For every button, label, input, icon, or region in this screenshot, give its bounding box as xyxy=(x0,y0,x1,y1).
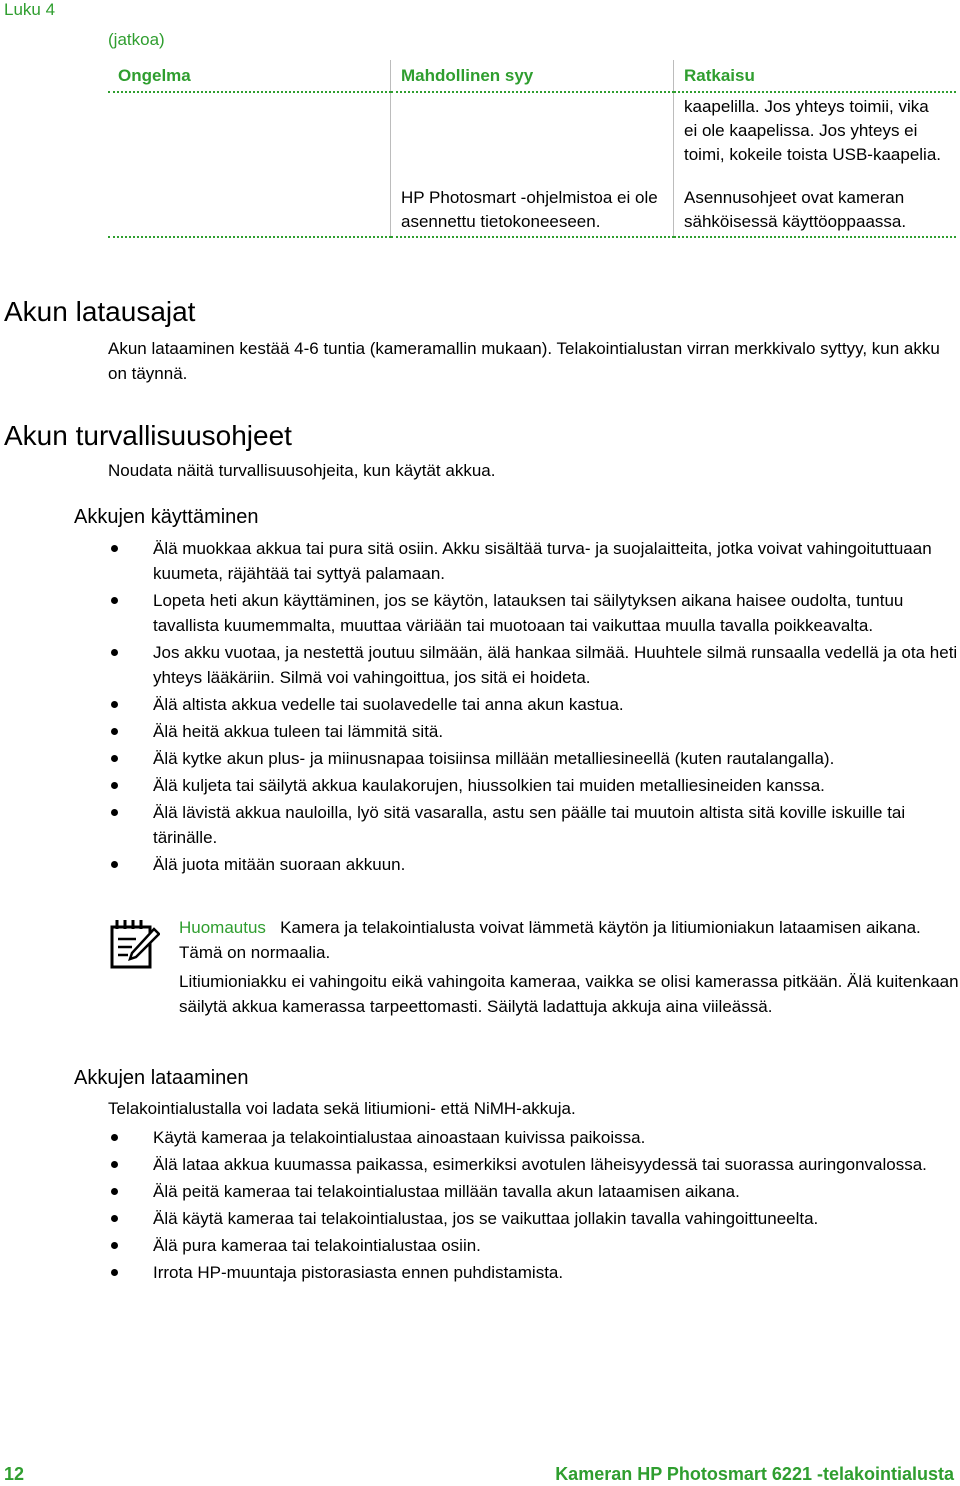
list-item: Käytä kameraa ja telakointialustaa ainoastaan kuivissa paikoissa. xyxy=(108,1125,958,1150)
list-item: Älä käytä kameraa tai telakointialustaa, jos se vaikuttaa jollakin tavalla vahingoittuneelta. xyxy=(108,1206,958,1231)
table-cell xyxy=(391,92,674,177)
table-row xyxy=(108,177,956,237)
note-paragraph-1 xyxy=(179,915,959,965)
list-item: Älä muokkaa akkua tai pura sitä osiin. Akku sisältää turva- ja suojalaitteita, jotka voivat vahingoituttuaan kuumeta, räjähtää tai syttyä palamaan. xyxy=(108,536,958,586)
troubleshooting-table xyxy=(108,60,956,238)
column-header-problem: Ongelma xyxy=(108,60,391,92)
note-label: Huomautus xyxy=(179,918,266,937)
battery-charging-list xyxy=(108,1125,958,1287)
table-cell: Asennusohjeet ovat kameran sähköisessä käyttöoppaassa. xyxy=(674,177,957,237)
table-cell: kaapelilla. Jos yhteys toimii, vika ei ole kaapelissa. Jos yhteys ei toimi, kokeile toista USB-kaapelia. xyxy=(674,92,957,177)
list-item: Älä peitä kameraa tai telakointialustaa millään tavalla akun lataamisen aikana. xyxy=(108,1179,958,1204)
column-header-cause: Mahdollinen syy xyxy=(391,60,674,92)
continued-label: (jatkoa) xyxy=(108,30,165,49)
chapter-label: Luku 4 xyxy=(4,0,56,19)
battery-charging-heading: Akkujen lataaminen xyxy=(74,1067,249,1089)
list-item: Irrota HP-muuntaja pistorasiasta ennen puhdistamista. xyxy=(108,1260,958,1285)
safety-heading: Akun turvallisuusohjeet xyxy=(4,420,292,451)
table-cell xyxy=(108,177,391,237)
column-header-solution: Ratkaisu xyxy=(674,60,957,92)
list-item: Älä heitä akkua tuleen tai lämmitä sitä. xyxy=(108,719,958,744)
note-text-2: Litiumioniakku ei vahingoitu eikä vahingoita kameraa, vaikka se olisi kamerassa pitkään. Älä kuitenkaan säilytä akkua kamerassa tarpeettomasti. Säilytä ladattuja akkuja aina viileässä. xyxy=(179,972,959,1016)
list-item: Älä kytke akun plus- ja miinusnapaa toisiinsa millään metalliesineellä (kuten rautalangalla). xyxy=(108,746,958,771)
table-row xyxy=(108,92,956,177)
table-header-row xyxy=(108,60,956,92)
charging-times-text: Akun lataaminen kestää 4-6 tuntia (kameramallin mukaan). Telakointialustan virran merkkivalo syttyy, kun akku on täynnä. xyxy=(108,339,940,383)
note-text-1: Kamera ja telakointialusta voivat lämmetä käytön ja litiumioniakun lataamisen aikana. Tämä on normaalia. xyxy=(179,918,921,962)
list-item: Lopeta heti akun käyttäminen, jos se käytön, latauksen tai säilytyksen aikana haisee oudolta, tuntuu tavallista kuumemmalta, muuttaa väriään tai muotoaan tai vaikuttaa muulla tavalla poikkeavalta. xyxy=(108,588,958,638)
list-item: Jos akku vuotaa, ja nestettä joutuu silmään, älä hankaa silmää. Huuhtele silmä runsaalla vedellä ja ota heti yhteys lääkäriin. Silmä voi vahingoittua, jos sitä ei hoideta. xyxy=(108,640,958,690)
note-content xyxy=(179,915,959,1019)
list-item: Älä juota mitään suoraan akkuun. xyxy=(108,852,958,877)
page-number: 12 xyxy=(4,1464,25,1484)
list-item: Älä altista akkua vedelle tai suolavedelle tai anna akun kastua. xyxy=(108,692,958,717)
note-pencil-icon xyxy=(108,917,160,969)
battery-charging-intro: Telakointialustalla voi ladata sekä litiumioni- että NiMH-akkuja. xyxy=(108,1099,576,1118)
table-cell: HP Photosmart -ohjelmistoa ei ole asennettu tietokoneeseen. xyxy=(391,177,674,237)
list-item: Älä lävistä akkua nauloilla, lyö sitä vasaralla, astu sen päälle tai muutoin altista sitä koville iskuille tai tärinälle. xyxy=(108,800,958,850)
list-item: Älä pura kameraa tai telakointialustaa osiin. xyxy=(108,1233,958,1258)
battery-usage-list xyxy=(108,536,958,879)
charging-times-heading: Akun latausajat xyxy=(4,296,196,327)
table-cell xyxy=(108,92,391,177)
list-item: Älä lataa akkua kuumassa paikassa, esimerkiksi avotulen läheisyydessä tai suorassa auringonvalossa. xyxy=(108,1152,958,1177)
footer-title: Kameran HP Photosmart 6221 -telakointialusta xyxy=(555,1464,954,1484)
safety-intro: Noudata näitä turvallisuusohjeita, kun käytät akkua. xyxy=(108,461,496,480)
list-item: Älä kuljeta tai säilytä akkua kaulakorujen, hiussolkien tai muiden metalliesineiden kanssa. xyxy=(108,773,958,798)
battery-usage-heading: Akkujen käyttäminen xyxy=(74,506,259,528)
